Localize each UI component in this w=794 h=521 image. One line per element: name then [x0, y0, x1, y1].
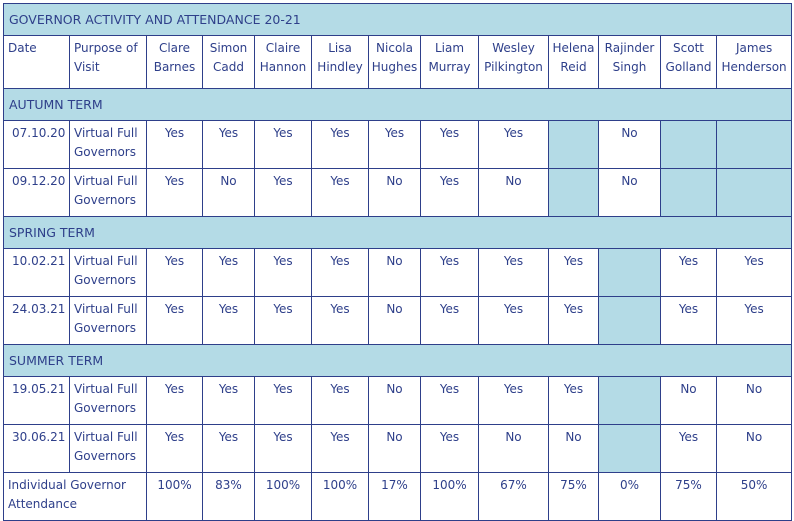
attendance-cell: Yes: [147, 425, 203, 473]
not-applicable-cell: [661, 169, 717, 217]
not-applicable-cell: [661, 121, 717, 169]
attendance-percentage: 100%: [421, 473, 479, 521]
meeting-purpose: Virtual Full Governors: [70, 169, 147, 217]
attendance-cell: Yes: [203, 377, 255, 425]
attendance-summary-label: Individual Governor Attendance: [4, 473, 147, 521]
attendance-cell: Yes: [255, 297, 312, 345]
attendance-cell: No: [369, 377, 421, 425]
table-row: [4, 425, 792, 473]
attendance-percentage: 100%: [312, 473, 369, 521]
attendance-cell: Yes: [147, 377, 203, 425]
attendance-cell: Yes: [479, 377, 549, 425]
attendance-cell: Yes: [312, 121, 369, 169]
attendance-cell: Yes: [479, 297, 549, 345]
attendance-cell: Yes: [421, 297, 479, 345]
attendance-cell: Yes: [203, 249, 255, 297]
table-row: [4, 121, 792, 169]
attendance-percentage: 100%: [147, 473, 203, 521]
attendance-cell: Yes: [312, 377, 369, 425]
attendance-cell: Yes: [421, 121, 479, 169]
attendance-cell: Yes: [203, 297, 255, 345]
governor-header: Lisa Hindley: [312, 36, 369, 89]
governor-header: Claire Hannon: [255, 36, 312, 89]
not-applicable-cell: [717, 121, 792, 169]
attendance-cell: Yes: [421, 249, 479, 297]
attendance-cell: Yes: [312, 249, 369, 297]
meeting-purpose: Virtual Full Governors: [70, 249, 147, 297]
governor-header: Rajinder Singh: [599, 36, 661, 89]
attendance-cell: Yes: [661, 249, 717, 297]
attendance-percentage: 50%: [717, 473, 792, 521]
attendance-cell: Yes: [147, 121, 203, 169]
meeting-purpose: Virtual Full Governors: [70, 425, 147, 473]
attendance-cell: Yes: [421, 377, 479, 425]
attendance-cell: No: [369, 297, 421, 345]
attendance-percentage: 100%: [255, 473, 312, 521]
not-applicable-cell: [599, 425, 661, 473]
not-applicable-cell: [549, 169, 599, 217]
meeting-purpose: Virtual Full Governors: [70, 121, 147, 169]
attendance-cell: Yes: [549, 297, 599, 345]
governor-header: Clare Barnes: [147, 36, 203, 89]
attendance-cell: Yes: [255, 121, 312, 169]
header-row: [4, 36, 792, 89]
not-applicable-cell: [599, 249, 661, 297]
meeting-date: 19.05.21: [4, 377, 70, 425]
attendance-cell: Yes: [312, 169, 369, 217]
attendance-cell: Yes: [203, 121, 255, 169]
attendance-cell: Yes: [421, 425, 479, 473]
attendance-cell: No: [203, 169, 255, 217]
attendance-percentage: 83%: [203, 473, 255, 521]
meeting-date: 09.12.20: [4, 169, 70, 217]
table-row: [4, 169, 792, 217]
governor-header: Simon Cadd: [203, 36, 255, 89]
date-header: Date: [4, 36, 70, 89]
meeting-purpose: Virtual Full Governors: [70, 377, 147, 425]
not-applicable-cell: [549, 121, 599, 169]
not-applicable-cell: [717, 169, 792, 217]
table-row: [4, 249, 792, 297]
term-row: [4, 217, 792, 249]
meeting-purpose: Virtual Full Governors: [70, 297, 147, 345]
attendance-cell: No: [717, 377, 792, 425]
attendance-cell: Yes: [717, 249, 792, 297]
term-label: SUMMER TERM: [4, 345, 792, 377]
governor-header: Scott Golland: [661, 36, 717, 89]
term-row: [4, 345, 792, 377]
attendance-cell: Yes: [312, 297, 369, 345]
governor-header: Liam Murray: [421, 36, 479, 89]
table-row: [4, 297, 792, 345]
attendance-cell: Yes: [661, 297, 717, 345]
attendance-table: [3, 3, 792, 521]
attendance-cell: Yes: [549, 249, 599, 297]
attendance-percentage: 17%: [369, 473, 421, 521]
governor-header: Helena Reid: [549, 36, 599, 89]
term-label: SPRING TERM: [4, 217, 792, 249]
attendance-percentage: 75%: [549, 473, 599, 521]
governor-header: James Henderson: [717, 36, 792, 89]
attendance-cell: No: [369, 169, 421, 217]
attendance-cell: No: [599, 121, 661, 169]
term-label: AUTUMN TERM: [4, 89, 792, 121]
attendance-cell: Yes: [147, 249, 203, 297]
attendance-cell: Yes: [255, 249, 312, 297]
governor-header: Wesley Pilkington: [479, 36, 549, 89]
attendance-cell: Yes: [203, 425, 255, 473]
attendance-cell: No: [369, 425, 421, 473]
attendance-cell: Yes: [717, 297, 792, 345]
purpose-header: Purpose of Visit: [70, 36, 147, 89]
attendance-cell: No: [661, 377, 717, 425]
meeting-date: 07.10.20: [4, 121, 70, 169]
attendance-cell: Yes: [255, 377, 312, 425]
attendance-cell: Yes: [147, 169, 203, 217]
attendance-percentage: 0%: [599, 473, 661, 521]
attendance-cell: No: [717, 425, 792, 473]
attendance-cell: No: [599, 169, 661, 217]
attendance-percentage: 75%: [661, 473, 717, 521]
attendance-cell: Yes: [421, 169, 479, 217]
attendance-cell: No: [369, 249, 421, 297]
governor-header: Nicola Hughes: [369, 36, 421, 89]
attendance-cell: Yes: [255, 169, 312, 217]
attendance-cell: Yes: [549, 377, 599, 425]
attendance-cell: No: [479, 425, 549, 473]
table-title: GOVERNOR ACTIVITY AND ATTENDANCE 20-21: [4, 4, 792, 36]
attendance-cell: No: [479, 169, 549, 217]
meeting-date: 10.02.21: [4, 249, 70, 297]
attendance-cell: Yes: [479, 249, 549, 297]
attendance-summary-row: [4, 473, 792, 521]
attendance-percentage: 67%: [479, 473, 549, 521]
attendance-cell: No: [549, 425, 599, 473]
term-row: [4, 89, 792, 121]
attendance-cell: Yes: [147, 297, 203, 345]
not-applicable-cell: [599, 297, 661, 345]
table-row: [4, 377, 792, 425]
attendance-cell: Yes: [255, 425, 312, 473]
meeting-date: 30.06.21: [4, 425, 70, 473]
not-applicable-cell: [599, 377, 661, 425]
attendance-cell: Yes: [479, 121, 549, 169]
attendance-cell: Yes: [369, 121, 421, 169]
attendance-cell: Yes: [312, 425, 369, 473]
attendance-cell: Yes: [661, 425, 717, 473]
meeting-date: 24.03.21: [4, 297, 70, 345]
